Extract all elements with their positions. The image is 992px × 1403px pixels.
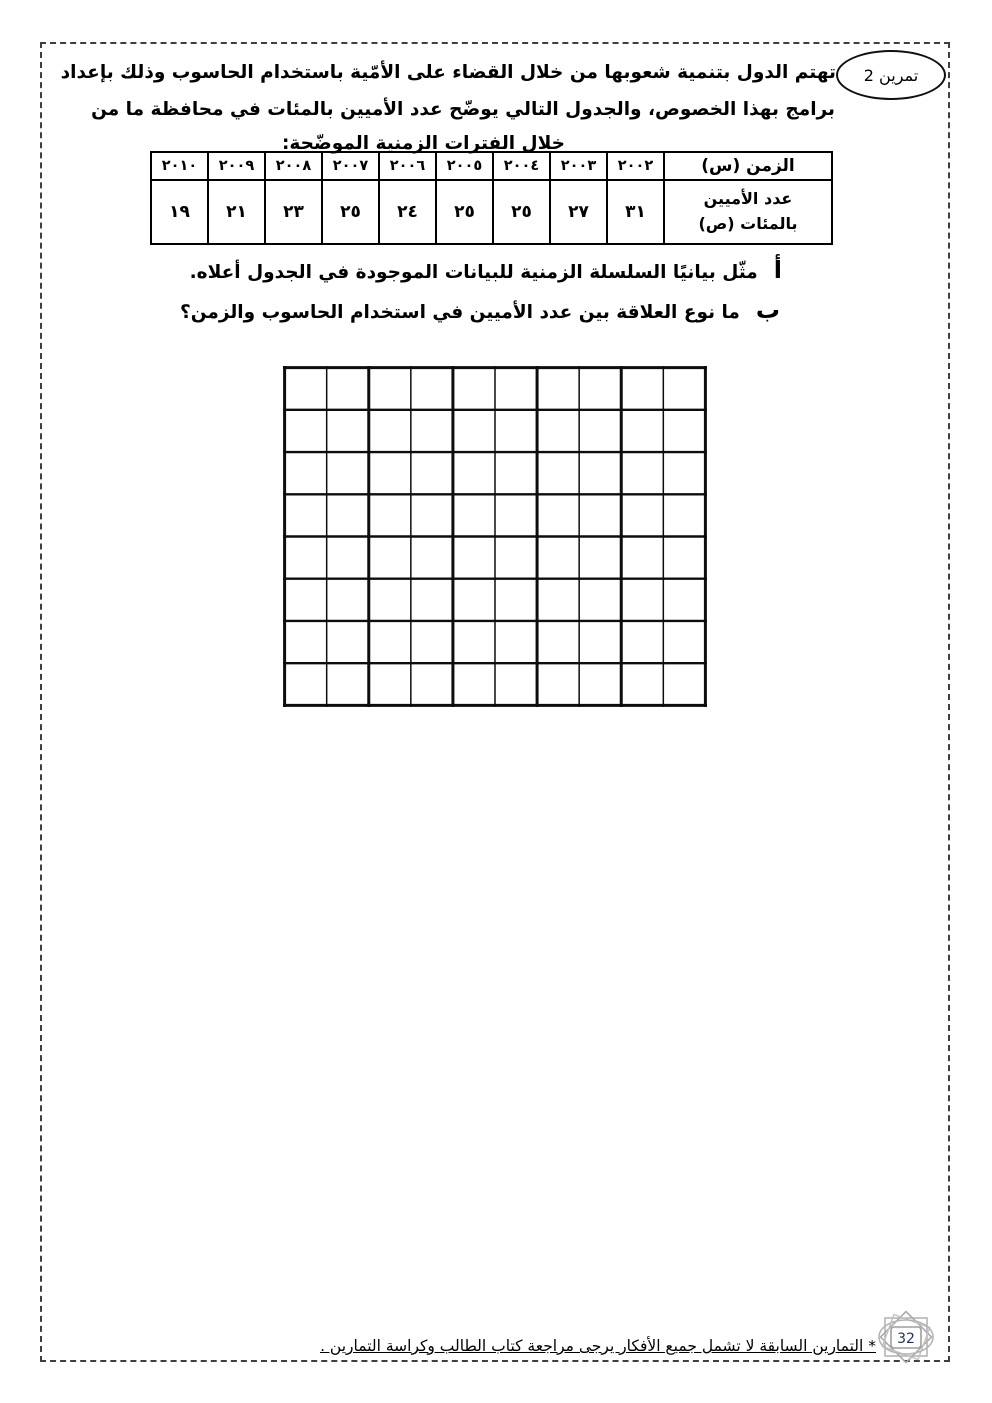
year-cell: ٢٠٠٤ (493, 152, 550, 180)
value-cell: ٢٤ (379, 180, 436, 244)
value-cell: ٢٥ (436, 180, 493, 244)
intro-paragraph-line-3: خلال الفترات الزمنية الموضّحة: (281, 133, 565, 154)
value-cell: ١٩ (151, 180, 208, 244)
exercise-badge (836, 50, 946, 100)
value-cell: ٣١ (607, 180, 664, 244)
page-number-ornament (876, 1310, 936, 1366)
question-a-text: مثّل بيانيًا السلسلة الزمنية للبيانات الموجودة في الجدول أعلاه. (189, 262, 758, 283)
year-cell: ٢٠٠٧ (322, 152, 379, 180)
question-b (180, 296, 780, 324)
value-cell: ٢١ (208, 180, 265, 244)
intro-paragraph-line-1: تهتم الدول بتنمية شعوبها من خلال القضاء على الأمّية باستخدام الحاسوب وذلك بإعداد (60, 62, 836, 83)
illiterate-header-line-1: عدد الأميين (703, 189, 793, 209)
question-a-marker: أ (773, 256, 782, 284)
question-b-marker: ب (755, 296, 780, 324)
year-cell: ٢٠٠٣ (550, 152, 607, 180)
table-row-years (151, 152, 832, 180)
value-cell: ٢٣ (265, 180, 322, 244)
table-row-values (151, 180, 832, 244)
illiterate-count-header-cell (664, 180, 832, 244)
year-cell: ٢٠٠٩ (208, 152, 265, 180)
year-cell: ٢٠٠٢ (607, 152, 664, 180)
plotting-grid (283, 366, 707, 707)
exercise-badge-label: تمرين 2 (863, 65, 919, 85)
page-number: 32 (897, 1331, 915, 1347)
question-a (190, 256, 782, 284)
footer-note: * التمارين السابقة لا تشمل جميع الأفكار يرجى مراجعة كتاب الطالب وكراسة التمارين . (320, 1337, 876, 1355)
value-cell: ٢٧ (550, 180, 607, 244)
value-cell: ٢٥ (493, 180, 550, 244)
year-cell: ٢٠١٠ (151, 152, 208, 180)
time-series-table (150, 151, 833, 245)
time-header-cell: الزمن (س) (664, 152, 832, 180)
intro-paragraph-line-2: برامج بهذا الخصوص، والجدول التالي يوضّح عدد الأميين بالمئات في محافظة ما من (91, 99, 835, 120)
year-cell: ٢٠٠٦ (379, 152, 436, 180)
illiterate-header-line-2: بالمئات (ص) (698, 214, 798, 233)
year-cell: ٢٠٠٨ (265, 152, 322, 180)
year-cell: ٢٠٠٥ (436, 152, 493, 180)
question-b-text: ما نوع العلاقة بين عدد الأميين في استخدام الحاسوب والزمن؟ (180, 302, 740, 323)
value-cell: ٢٥ (322, 180, 379, 244)
